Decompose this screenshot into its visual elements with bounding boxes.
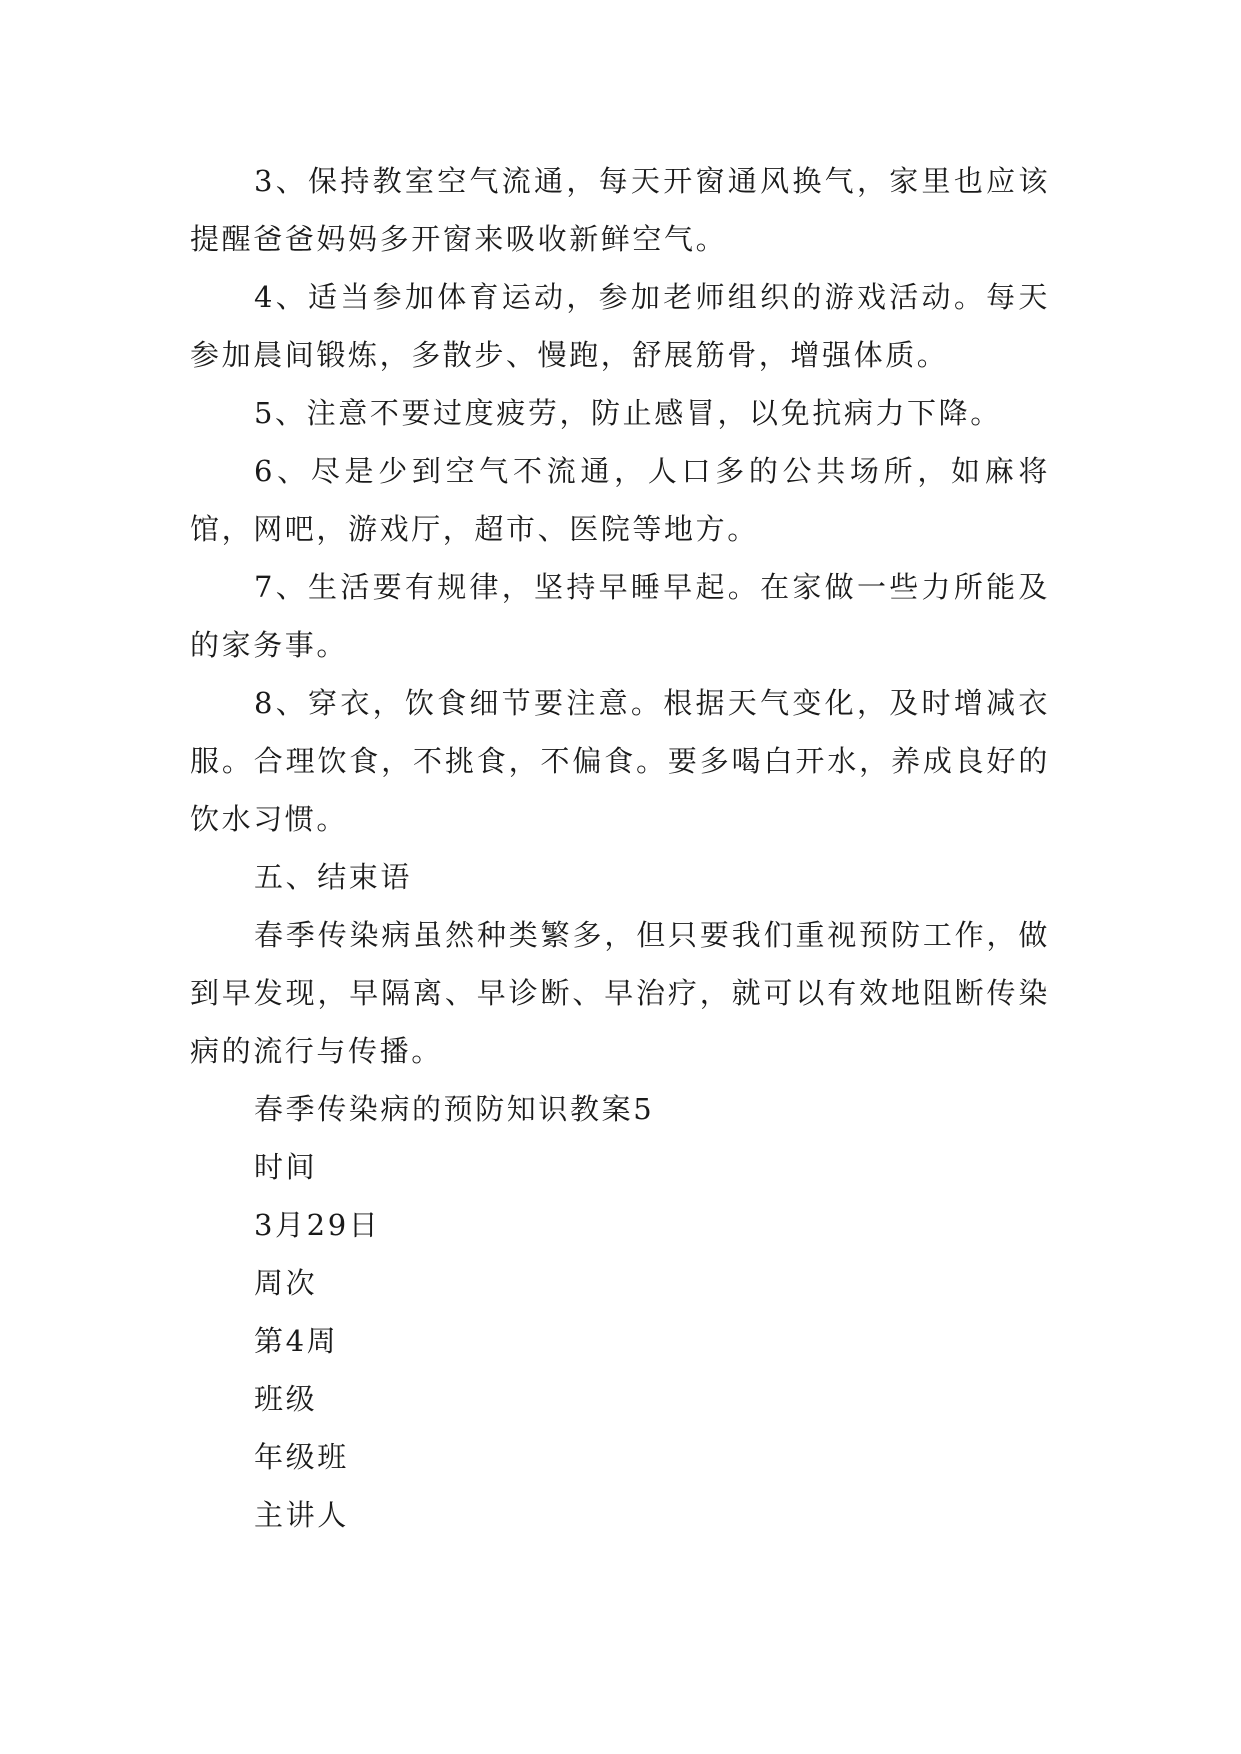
- section-heading: 五、结束语: [254, 860, 413, 894]
- paragraph-item-8: 8、穿衣，饮食细节要注意。根据天气变化，及时增减衣服。合理饮食，不挑食，不偏食。要多喝白开水，养成良好的饮水习惯。: [190, 686, 1050, 836]
- week-value: 第4周: [254, 1324, 339, 1358]
- week-label: 周次: [254, 1266, 318, 1300]
- paragraph-item-5: 5、注意不要过度疲劳，防止感冒，以免抗病力下降。: [254, 396, 1002, 430]
- time-label: 时间: [254, 1150, 318, 1184]
- conclusion-paragraph: 春季传染病虽然种类繁多，但只要我们重视预防工作，做到早发现，早隔离、早诊断、早治疗，就可以有效地阻断传染病的流行与传播。: [190, 918, 1050, 1068]
- paragraph-item-7: 7、生活要有规律，坚持早睡早起。在家做一些力所能及的家务事。: [190, 570, 1050, 662]
- class-value: 年级班: [254, 1440, 349, 1474]
- lecturer-label: 主讲人: [254, 1498, 349, 1532]
- class-label: 班级: [254, 1382, 318, 1416]
- time-value: 3月29日: [254, 1208, 381, 1242]
- lesson-title: 春季传染病的预防知识教案5: [254, 1092, 655, 1126]
- paragraph-item-3: 3、保持教室空气流通，每天开窗通风换气，家里也应该提醒爸爸妈妈多开窗来吸收新鲜空气。: [190, 164, 1050, 256]
- paragraph-item-4: 4、适当参加体育运动，参加老师组织的游戏活动。每天参加晨间锻炼，多散步、慢跑，舒展筋骨，增强体质。: [190, 280, 1050, 372]
- paragraph-item-6: 6、尽是少到空气不流通，人口多的公共场所，如麻将馆，网吧，游戏厅，超市、医院等地方。: [190, 454, 1050, 546]
